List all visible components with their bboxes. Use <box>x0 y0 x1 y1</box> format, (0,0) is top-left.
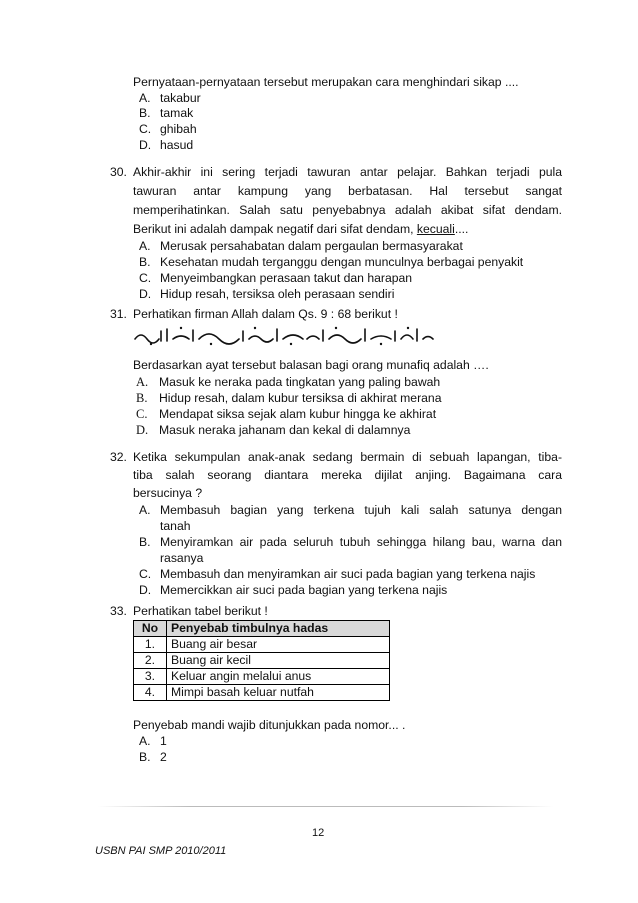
option-letter: D. <box>139 138 152 152</box>
q32-line-1: Ketika sekumpulan anak-anak sedang bermain di sebuah lapangan, tiba- <box>133 450 562 464</box>
option-letter: C. <box>139 122 152 136</box>
q31-option-b <box>136 390 442 406</box>
q33-question: Penyebab mandi wajib ditunjukkan pada nomor... . <box>133 718 406 732</box>
q30-line-4-suffix: .... <box>454 222 469 236</box>
option-text: takabur <box>160 91 201 105</box>
q31-stem: Perhatikan firman Allah dalam Qs. 9 : 68 berikut ! <box>133 307 398 321</box>
option-letter: A. <box>139 503 151 517</box>
table-cell-cause: Keluar angin melalui anus <box>167 669 390 685</box>
q32-option-a <box>139 502 151 518</box>
option-letter: D. <box>139 583 152 597</box>
table-row <box>134 685 390 701</box>
table-row <box>134 669 390 685</box>
option-letter: B. <box>139 750 151 764</box>
q31-option-d <box>136 422 411 438</box>
q32-option-c <box>139 566 151 582</box>
q32-option-d-line-1: Memercikkan air suci pada bagian yang terkena najis <box>160 583 448 597</box>
q31-option-c <box>136 406 437 422</box>
q30-line-1: Akhir-akhir ini sering terjadi tawuran antar pelajar. Bahkan terjadi pula <box>133 165 562 179</box>
table-cell-no: 1. <box>134 637 167 653</box>
option-text: ghibah <box>160 122 197 136</box>
q33-option-b <box>139 749 167 765</box>
q33-stem: Perhatikan tabel berikut ! <box>133 604 268 618</box>
q32-option-a-line-1: Membasuh bagian yang terkena tujuh kali salah satunya dengan <box>160 503 562 517</box>
q32-option-b <box>139 534 151 550</box>
option-text: 2 <box>160 750 167 764</box>
option-letter: B. <box>139 535 151 549</box>
option-text: tamak <box>160 106 194 120</box>
q30-number: 30. <box>110 165 127 179</box>
option-letter: A. <box>139 734 151 748</box>
table-cell-cause: Mimpi basah keluar nutfah <box>167 685 390 701</box>
option-text: Masuk neraka jahanam dan kekal di dalamnya <box>159 423 411 437</box>
option-text: Merusak persahabatan dalam pergaulan bermasyarakat <box>160 239 463 253</box>
option-letter: B. <box>139 106 151 120</box>
exam-label: USBN PAI SMP 2010/2011 <box>95 845 227 857</box>
q30-line-2: tawuran antar kampung yang berbatasan. Hal tersebut sangat <box>133 184 562 198</box>
option-letter: A. <box>139 91 151 105</box>
q30-kecuali: kecuali <box>416 222 455 236</box>
option-text: Hidup resah, tersiksa oleh perasaan sendiri <box>160 287 395 301</box>
table-header-row <box>134 621 390 637</box>
q29-option-b <box>139 105 194 121</box>
option-letter: A. <box>136 375 149 389</box>
option-text: Hidup resah, dalam kubur tersiksa di akhirat merana <box>159 391 442 405</box>
q32-option-b-line-1: Menyiramkan air pada seluruh tubuh sehingga hilang bau, warna dan <box>160 535 562 549</box>
q30-line-3: memperihatinkan. Salah satu penyebabnya adalah akibat sifat dendam. <box>133 203 562 217</box>
option-text: Masuk ke neraka pada tingkatan yang paling bawah <box>159 375 441 389</box>
q31-option-a <box>136 374 441 390</box>
option-text: hasud <box>160 138 194 152</box>
option-letter: A. <box>139 239 151 253</box>
option-letter: D. <box>136 423 149 437</box>
page-number: 12 <box>312 827 325 839</box>
arabic-verse-image <box>131 325 439 347</box>
table-header-no: No <box>134 621 167 637</box>
q30-option-c <box>139 270 413 286</box>
table-row <box>134 653 390 669</box>
q31-number: 31. <box>110 307 127 321</box>
hadas-table <box>133 620 390 701</box>
q32-option-c-line-1: Membasuh dan menyiramkan air suci pada bagian yang terkena najis <box>160 567 536 581</box>
table-header-cause: Penyebab timbulnya hadas <box>167 621 390 637</box>
arabic-calligraphy-graphic <box>131 325 439 347</box>
option-letter: C. <box>136 407 148 421</box>
option-letter: C. <box>139 271 152 285</box>
table-cell-no: 4. <box>134 685 167 701</box>
q32-line-3: bersucinya ? <box>133 486 203 500</box>
q29-option-d <box>139 137 194 153</box>
option-text: Menyeimbangkan perasaan takut dan harapan <box>160 271 413 285</box>
q32-number: 32. <box>110 450 127 464</box>
option-text: 1 <box>160 734 167 748</box>
table-cell-cause: Buang air besar <box>167 637 390 653</box>
q33-number: 33. <box>110 604 127 618</box>
q32-option-d <box>139 582 151 598</box>
q30-option-a <box>139 238 463 254</box>
q30-option-d <box>139 286 395 302</box>
table-cell-no: 3. <box>134 669 167 685</box>
q29-option-c <box>139 121 197 137</box>
q33-option-a <box>139 733 167 749</box>
q31-question: Berdasarkan ayat tersebut balasan bagi orang munafiq adalah …. <box>133 358 489 372</box>
footer-divider <box>98 806 553 807</box>
option-text: Mendapat siksa sejak alam kubur hingga ke akhirat <box>159 407 437 421</box>
q30-line-4 <box>133 221 468 237</box>
q32-option-a-line-2: tanah <box>160 519 191 533</box>
option-text: Kesehatan mudah terganggu dengan munculnya berbagai penyakit <box>160 255 524 269</box>
table-cell-no: 2. <box>134 653 167 669</box>
q29-stem: Pernyataan-pernyataan tersebut merupakan cara menghindari sikap .... <box>133 75 519 89</box>
table-cell-cause: Buang air kecil <box>167 653 390 669</box>
q29-option-a <box>139 90 201 106</box>
option-letter: B. <box>139 255 151 269</box>
option-letter: D. <box>139 287 152 301</box>
option-letter: B. <box>136 391 148 405</box>
q30-option-b <box>139 254 524 270</box>
q32-option-b-line-2: rasanya <box>160 551 204 565</box>
option-letter: C. <box>139 567 152 581</box>
q32-line-2: tiba salah seorang diantara mereka dijilat anjing. Bagaimana cara <box>133 468 562 482</box>
q30-line-4-prefix: Berikut ini adalah dampak negatif dari sifat dendam, <box>133 222 417 236</box>
table-row <box>134 637 390 653</box>
